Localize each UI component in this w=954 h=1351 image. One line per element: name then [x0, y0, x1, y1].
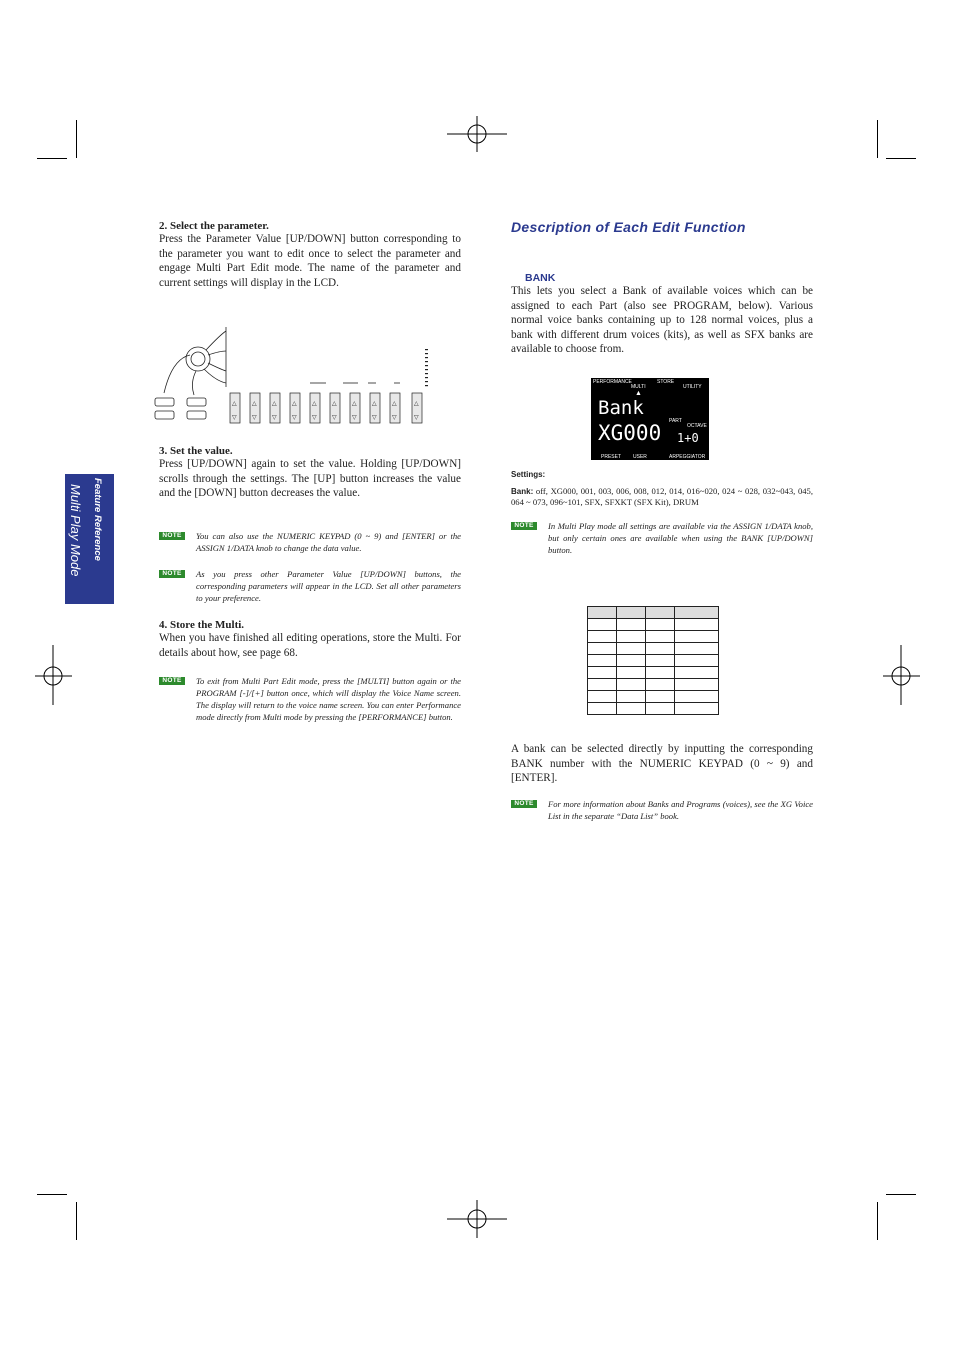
lcd-value: 1+0	[677, 431, 699, 445]
note-4: In Multi Play mode all settings are available via the ASSIGN 1/DATA knob, but only certain ones are available when using the BANK [UP/DOWN] button.	[548, 521, 813, 555]
settings-block	[511, 469, 813, 509]
settings-key: Bank:	[511, 486, 534, 496]
svg-text:▽: ▽	[272, 414, 277, 421]
table-row	[588, 607, 719, 619]
step-2-title: 2. Select the parameter.	[159, 220, 269, 232]
side-tab-category: Feature Reference	[92, 478, 103, 561]
step-2-body: Press the Parameter Value [UP/DOWN] button corresponding to the parameter you want to edit once to select the parameter and engage Multi Part Edit mode. The name of the parameter and current settings will display in the LCD.	[159, 233, 461, 289]
lcd-preset: PRESET	[601, 454, 622, 460]
svg-text:△: △	[272, 400, 277, 407]
bank-section	[511, 272, 813, 357]
note-icon: NOTE	[511, 800, 537, 808]
note-icon: NOTE	[511, 522, 537, 530]
svg-text:▽: ▽	[232, 414, 237, 421]
lcd-multi: MULTI	[631, 384, 646, 390]
svg-text:▽: ▽	[332, 414, 337, 421]
bank-table	[587, 606, 719, 715]
svg-text:▽: ▽	[372, 414, 377, 421]
svg-text:△: △	[252, 400, 257, 407]
note-icon: NOTE	[159, 532, 185, 540]
step-2	[159, 220, 461, 290]
svg-text:△: △	[372, 400, 377, 407]
svg-text:△: △	[232, 400, 237, 407]
svg-text:△: △	[352, 400, 357, 407]
section-heading: Description of Each Edit Function	[511, 219, 746, 235]
table-row	[588, 679, 719, 691]
table-row	[588, 691, 719, 703]
lcd-line-2: XG000	[598, 421, 662, 445]
note-icon: NOTE	[159, 570, 185, 578]
table-row	[588, 667, 719, 679]
svg-text:△: △	[392, 400, 397, 407]
side-tab	[65, 474, 114, 604]
lcd-display	[591, 378, 709, 460]
direct-select-body: A bank can be selected directly by inputting the corresponding BANK number with the NUMERIC KEYPAD (0 ~ 9) and [ENTER].	[511, 743, 813, 785]
table-row	[588, 703, 719, 715]
note-1: You can also use the NUMERIC KEYPAD (0 ~ 9) and [ENTER] or the ASSIGN 1/DATA knob to change the data value.	[196, 531, 461, 553]
lcd-utility: UTILITY	[683, 384, 702, 390]
lcd-user: USER	[633, 454, 647, 460]
step-3	[159, 445, 461, 501]
svg-text:▽: ▽	[292, 414, 297, 421]
svg-text:△: △	[414, 400, 419, 407]
step-4-body: When you have finished all editing operations, store the Multi. For details about how, see page 68.	[159, 632, 461, 659]
lcd-line-1: Bank	[598, 397, 644, 419]
lcd-performance: PERFORMANCE	[593, 379, 632, 385]
note-5: For more information about Banks and Programs (voices), see the XG Voice List in the separate “Data List” book.	[548, 799, 813, 821]
svg-text:▽: ▽	[352, 414, 357, 421]
step-3-body: Press [UP/DOWN] again to set the value. Holding [UP/DOWN] scrolls through the settings. The [UP] button increases the value and the [DOWN] button decreases the value.	[159, 458, 461, 500]
settings-label: Settings:	[511, 470, 546, 479]
lcd-store: STORE	[657, 379, 675, 385]
note-3: To exit from Multi Part Edit mode, press the [MULTI] button again or the PROGRAM [-]/[+] button once, which will display the Voice Name screen. The display will return to the voice name screen. You can enter Performance mode directly from Multi mode by pressing the [PERFORMANCE] button.	[196, 676, 461, 722]
step-3-title: 3. Set the value.	[159, 445, 233, 457]
lcd-cursor-icon: ▲	[635, 390, 642, 397]
svg-text:▽: ▽	[414, 414, 419, 421]
svg-text:△: △	[332, 400, 337, 407]
table-row	[588, 631, 719, 643]
svg-text:▽: ▽	[392, 414, 397, 421]
lcd-octave: OCTAVE	[687, 423, 707, 429]
svg-text:△: △	[292, 400, 297, 407]
svg-text:▽: ▽	[252, 414, 257, 421]
step-4	[159, 619, 461, 660]
lcd-part: PART	[669, 418, 682, 424]
step-4-title: 4. Store the Multi.	[159, 619, 245, 631]
note-2: As you press other Parameter Value [UP/DOWN] buttons, the corresponding parameters will appear in the LCD. Set all other parameters to your preference.	[196, 569, 461, 603]
lcd-arpeggiator: ARPEGGIATOR	[669, 454, 706, 460]
bank-body: This lets you select a Bank of available voices which can be assigned to each Part (also see PROGRAM, below). Various normal voice banks containing up to 128 normal voices, plus a bank with different drum voices (kits), as well as SFX banks are available to choose from.	[511, 285, 813, 356]
panel-illustration	[150, 325, 440, 430]
svg-text:△: △	[312, 400, 317, 407]
svg-text:▽: ▽	[312, 414, 317, 421]
settings-value: off, XG000, 001, 003, 006, 008, 012, 014, 016~020, 024 ~ 028, 032~043, 045, 064 ~ 073, 096~101, SFX, SFXKT (SFX Kit), DRUM	[511, 485, 813, 507]
side-tab-section: Multi Play Mode	[68, 484, 83, 577]
table-row	[588, 643, 719, 655]
bank-label: BANK	[525, 272, 556, 284]
table-row	[588, 655, 719, 667]
table-row	[588, 619, 719, 631]
note-icon: NOTE	[159, 677, 185, 685]
